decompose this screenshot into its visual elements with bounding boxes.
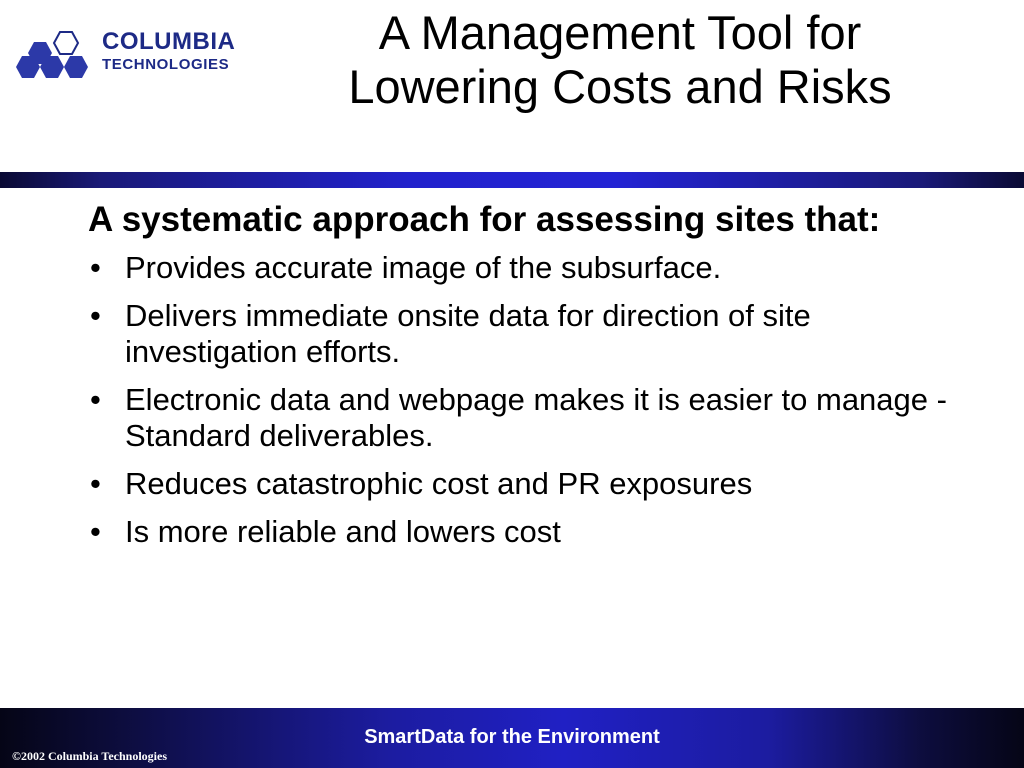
logo-line1: COLUMBIA — [102, 28, 236, 55]
bullet-text: Delivers immediate onsite data for direction of site investigation efforts. — [125, 298, 811, 369]
slide-body — [88, 200, 968, 562]
bullet-text: Electronic data and webpage makes it is easier to manage - Standard deliverables. — [125, 382, 947, 453]
bullet-item — [88, 466, 968, 502]
footer-bar — [0, 708, 1024, 768]
bullet-text: Provides accurate image of the subsurface. — [125, 250, 722, 285]
slide-title — [250, 6, 990, 114]
bullet-icon: • — [90, 250, 101, 285]
bullet-icon: • — [90, 382, 101, 417]
logo-line2: TECHNOLOGIES — [102, 56, 230, 73]
bullet-item — [88, 250, 968, 286]
bullet-text: Is more reliable and lowers cost — [125, 514, 561, 549]
bullet-list — [88, 250, 968, 550]
footer-tagline: SmartData for the Environment — [364, 726, 660, 748]
header-divider — [0, 172, 1024, 188]
title-line2: Lowering Costs and Risks — [348, 60, 892, 113]
bullet-icon: • — [90, 466, 101, 501]
bullet-text: Reduces catastrophic cost and PR exposures — [125, 466, 753, 501]
bullet-item — [88, 382, 968, 454]
hexagon-cluster-icon — [14, 26, 102, 82]
bullet-item — [88, 514, 968, 550]
columbia-logo — [14, 26, 250, 82]
bullet-icon: • — [90, 298, 101, 333]
logo-wordmark — [102, 30, 235, 72]
title-line1: A Management Tool for — [378, 6, 862, 59]
bullet-icon: • — [90, 514, 101, 549]
copyright-text: ©2002 Columbia Technologies — [12, 749, 167, 763]
lead-text: A systematic approach for assessing sites that: — [88, 200, 881, 239]
bullet-item — [88, 298, 968, 370]
